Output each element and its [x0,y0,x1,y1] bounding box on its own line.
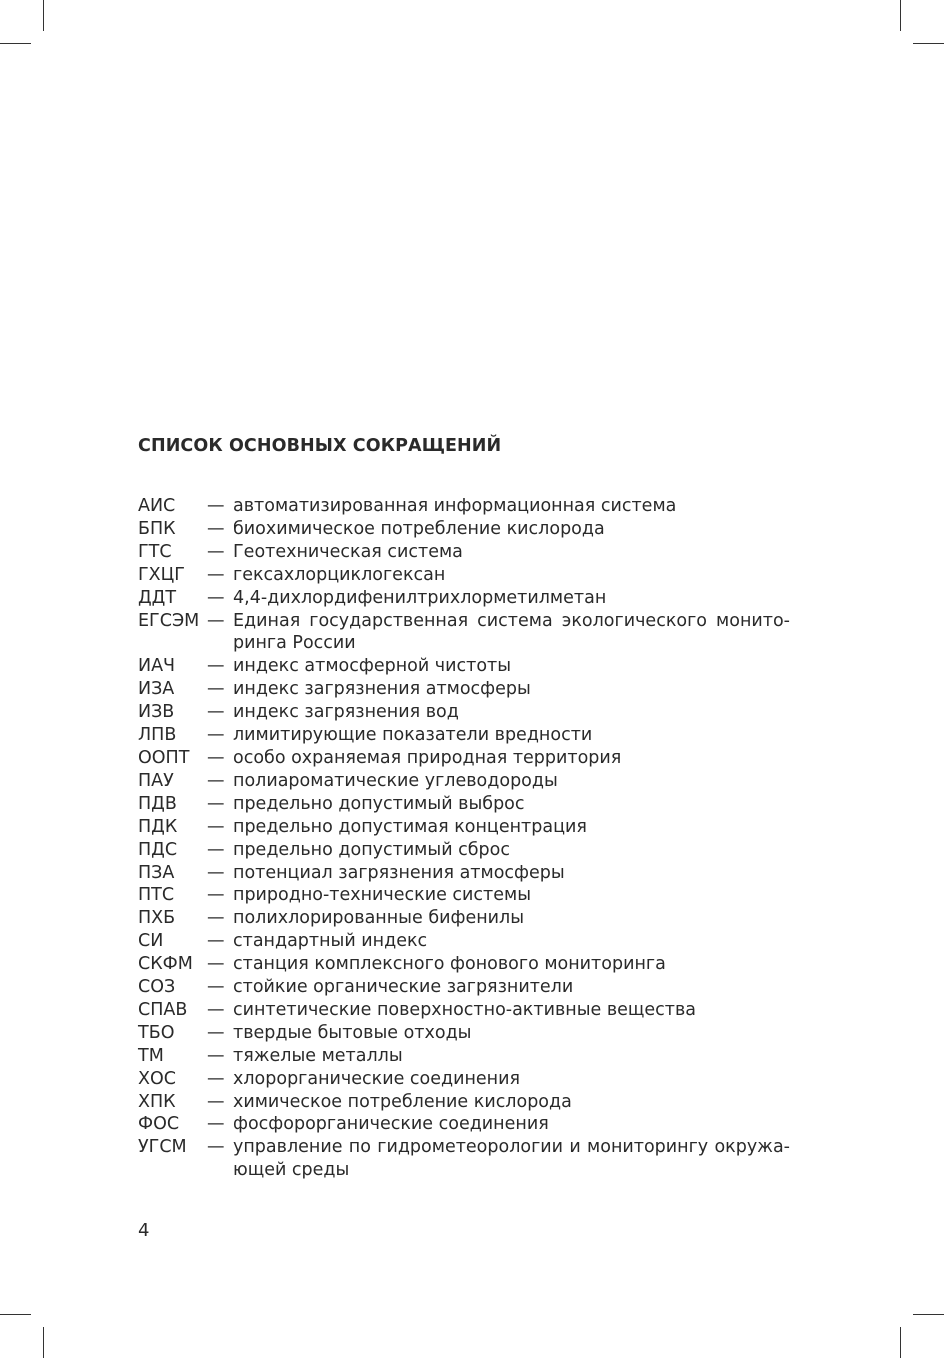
abbreviation-definition: хлорорганические соединения [233,1068,521,1089]
dash: — [207,1137,225,1158]
list-item [138,1136,790,1182]
list-item [138,884,790,907]
crop-mark-top-right-vertical [900,0,901,31]
dash: — [207,770,225,791]
abbreviation-definition: полиароматические углеводороды [233,770,558,791]
abbreviation-definition: индекс загрязнения вод [233,702,459,723]
definition-line: Единая государственная система экологического монито- [233,610,790,631]
abbreviation-term: ГТС [138,541,172,562]
abbreviation-term: АИС [138,496,176,516]
list-item [138,610,790,656]
list-item [138,999,790,1022]
abbreviation-definition [233,1136,790,1182]
dash: — [207,1068,225,1089]
abbreviation-definition: станция комплексного фонового мониторинга [233,954,666,975]
abbreviation-term: ПАУ [138,770,174,791]
list-item [138,770,790,793]
abbreviation-definition: стойкие органические загрязнители [233,977,574,998]
crop-mark-top-right-horizontal [913,43,944,44]
abbreviation-term: ДДТ [138,587,177,608]
page-number: 4 [138,1220,150,1241]
dash: — [207,908,225,929]
dash: — [207,839,225,860]
abbreviation-term: ИАЧ [138,656,176,677]
abbreviation-term: СИ [138,931,164,952]
abbreviation-term: БПК [138,518,176,539]
list-item [138,747,790,770]
dash: — [207,1091,225,1112]
definition-line: управление по гидрометеорологии и мониторингу окружа- [233,1137,790,1158]
abbreviation-term: ПДК [138,816,178,837]
dash: — [207,587,225,608]
abbreviation-term: ПТС [138,885,175,906]
list-item [138,701,790,724]
abbreviation-term: ПДВ [138,793,177,814]
dash: — [207,747,225,768]
crop-mark-top-left-vertical [43,0,44,31]
list-item [138,976,790,999]
dash: — [207,702,225,723]
dash: — [207,725,225,746]
list-item [138,518,790,541]
abbreviation-term: ЕГСЭМ [138,610,200,631]
abbreviation-term: ИЗА [138,679,175,700]
abbreviation-definition: биохимическое потребление кислорода [233,518,605,539]
definition-line: ющей среды [233,1160,350,1181]
abbreviation-definition: фосфорорганические соединения [233,1114,549,1135]
dash: — [207,610,225,631]
dash: — [207,885,225,906]
dash: — [207,977,225,998]
abbreviation-term: ПЗА [138,862,175,883]
abbreviation-term: СОЗ [138,977,176,998]
abbreviation-term: СПАВ [138,999,188,1020]
abbreviation-term: ИЗВ [138,702,175,723]
list-item [138,1113,790,1136]
list-item [138,655,790,678]
abbreviation-definition: лимитирующие показатели вредности [233,725,593,746]
abbreviation-definition: особо охраняемая природная территория [233,747,622,768]
abbreviation-term: ХПК [138,1091,176,1112]
dash: — [207,496,225,516]
abbreviation-term: СКФМ [138,954,193,975]
dash: — [207,816,225,837]
dash: — [207,999,225,1020]
list-item [138,793,790,816]
dash: — [207,679,225,700]
list-item [138,907,790,930]
abbreviation-definition: твердые бытовые отходы [233,1022,472,1043]
abbreviation-definition [233,610,790,656]
abbreviation-definition: тяжелые металлы [233,1045,403,1066]
list-item [138,1091,790,1114]
dash: — [207,1045,225,1066]
abbreviation-definition: автоматизированная информационная система [233,496,677,516]
abbreviation-definition: индекс загрязнения атмосферы [233,679,531,700]
dash: — [207,793,225,814]
abbreviation-definition: гексахлорциклогексан [233,564,446,585]
dash: — [207,931,225,952]
definition-line: ринга России [233,633,356,654]
abbreviation-term: ООПТ [138,747,190,768]
crop-mark-bottom-left-vertical [43,1327,44,1358]
page-title: СПИСОК ОСНОВНЫХ СОКРАЩЕНИЙ [138,436,502,456]
abbreviation-definition: предельно допустимый сброс [233,839,510,860]
list-item [138,1045,790,1068]
list-item [138,953,790,976]
abbreviation-definition: 4,4-дихлордифенилтрихлорметилметан [233,587,607,608]
abbreviation-term: ТМ [138,1045,164,1066]
dash: — [207,1114,225,1135]
list-item [138,541,790,564]
dash: — [207,862,225,883]
abbreviation-definition: потенциал загрязнения атмосферы [233,862,565,883]
abbreviation-term: ФОС [138,1114,180,1135]
list-item [138,1068,790,1091]
abbreviation-definition: Геотехническая система [233,541,463,562]
abbreviation-term: ПДС [138,839,178,860]
abbreviation-definition: полихлорированные бифенилы [233,908,525,929]
abbreviation-term: ПХБ [138,908,176,929]
dash: — [207,1022,225,1043]
abbreviation-definition: стандартный индекс [233,931,428,952]
list-item [138,839,790,862]
abbreviation-definition: индекс атмосферной чистоты [233,656,512,677]
list-item [138,1022,790,1045]
abbreviation-definition: предельно допустимая концентрация [233,816,587,837]
abbreviation-definition: природно-технические системы [233,885,532,906]
list-item [138,495,790,518]
list-item [138,587,790,610]
crop-mark-bottom-left-horizontal [0,1314,31,1315]
abbreviation-term: ЛПВ [138,725,177,746]
abbreviation-definition: предельно допустимый выброс [233,793,525,814]
dash: — [207,954,225,975]
crop-mark-bottom-right-horizontal [913,1314,944,1315]
list-item [138,724,790,747]
list-item [138,862,790,885]
crop-mark-bottom-right-vertical [900,1327,901,1358]
abbreviation-definition: химическое потребление кислорода [233,1091,572,1112]
abbreviation-definition: синтетические поверхностно-активные вещества [233,999,697,1020]
list-item [138,564,790,587]
dash: — [207,564,225,585]
abbreviation-list [138,495,790,1182]
crop-mark-top-left-horizontal [0,43,31,44]
abbreviation-term: ГХЦГ [138,564,185,585]
list-item [138,816,790,839]
dash: — [207,518,225,539]
abbreviation-term: УГСМ [138,1137,187,1158]
list-item [138,930,790,953]
abbreviation-term: ХОС [138,1068,176,1089]
dash: — [207,656,225,677]
abbreviation-term: ТБО [138,1022,175,1043]
list-item [138,678,790,701]
dash: — [207,541,225,562]
